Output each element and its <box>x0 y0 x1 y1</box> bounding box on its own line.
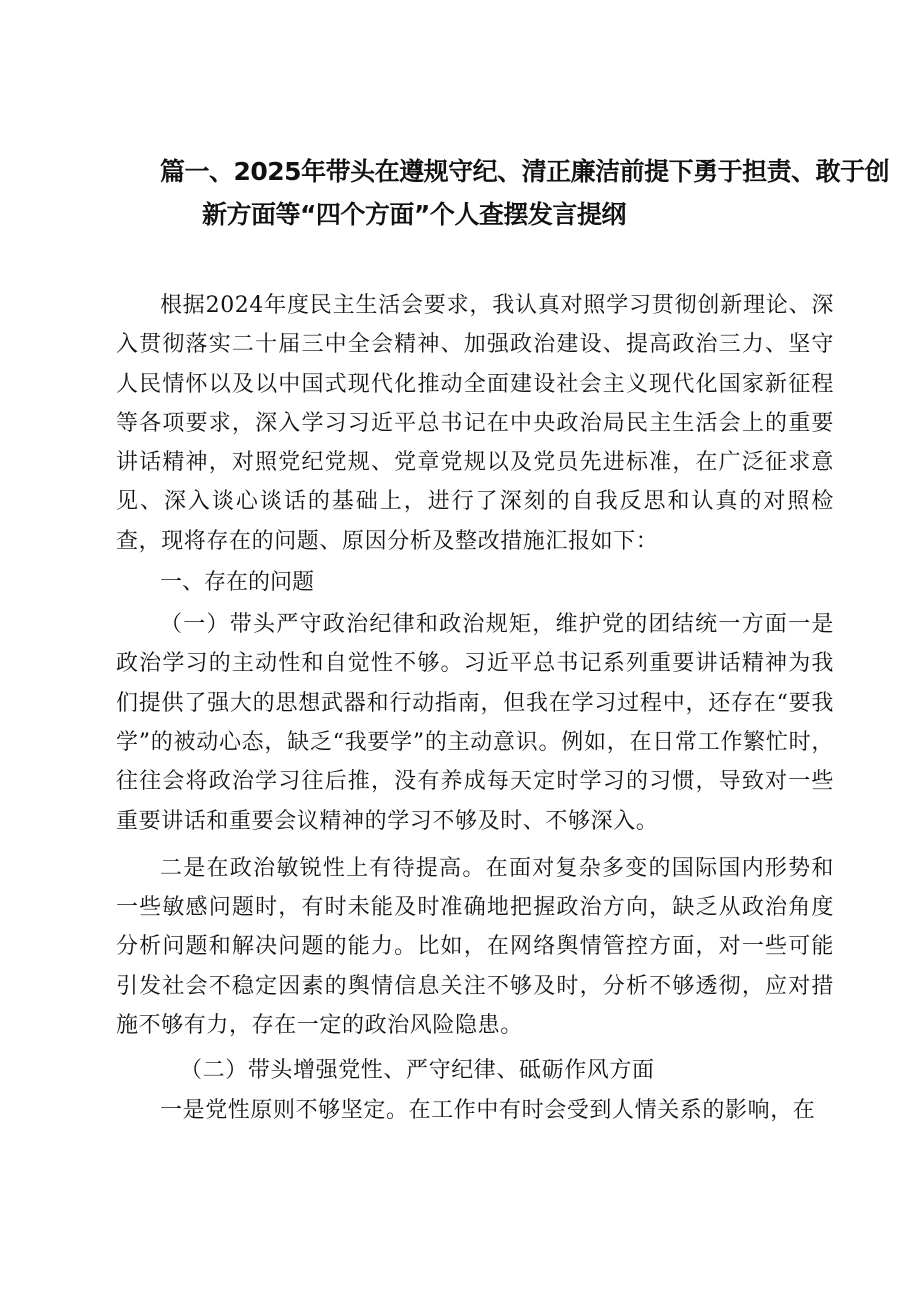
title-line-2: 新方面等“四个方面”个人查摆发言提纲 <box>202 200 626 229</box>
subsection-1-paragraph: （一）带头严守政治纪律和政治规矩，维护党的团结统一方面一是政治学习的主动性和自觉性不够。习近平总书记系列重要讲话精神为我们提供了强大的思想武器和行动指南，但我在学习过程中，还存在“要我学”的被动心态，缺乏“我要学”的主动意识。例如，在日常工作繁忙时，往往会将政治学习往后推，没有养成每天定时学习的习惯，导致对一些重要讲话和重要会议精神的学习不够及时、不够深入。 <box>116 612 834 834</box>
section-heading-problems: 一、存在的问题 <box>160 570 315 596</box>
subsection-1-point-2: 二是在政治敏锐性上有待提高。在面对复杂多变的国际国内形势和一些敏感问题时，有时未能及时准确地把握政治方向，缺乏从政治角度分析问题和解决问题的能力。比如，在网络舆情管控方面，对一些可能引发社会不稳定因素的舆情信息关注不够及时，分析不够透彻，应对措施不够有力，存在一定的政治风险隐患。 <box>116 855 834 1039</box>
document-body <box>116 286 834 1131</box>
intro-paragraph: 根据2024年度民主生活会要求，我认真对照学习贯彻创新理论、深入贯彻落实二十届三中全会精神、加强政治建设、提高政治三力、坚守人民情怀以及以中国式现代化推动全面建设社会主义现代化国家新征程等各项要求，深入学习习近平总书记在中央政治局民主生活会上的重要讲话精神，对照党纪党规、党章党规以及党员先进标准，在广泛征求意见、深入谈心谈话的基础上，进行了深刻的自我反思和认真的对照检查，现将存在的问题、原因分析及整改措施汇报如下： <box>116 293 834 554</box>
subsection-2-heading: （二）带头增强党性、严守纪律、砥砺作风方面 <box>180 1058 655 1084</box>
title-line-1: 篇一、2025年带头在遵规守纪、清正廉洁前提下勇于担责、敢于创 <box>160 157 890 186</box>
document-title <box>160 150 890 236</box>
subsection-2-point-1: 一是党性原则不够坚定。在工作中有时会受到人情关系的影响，在 <box>160 1098 816 1124</box>
